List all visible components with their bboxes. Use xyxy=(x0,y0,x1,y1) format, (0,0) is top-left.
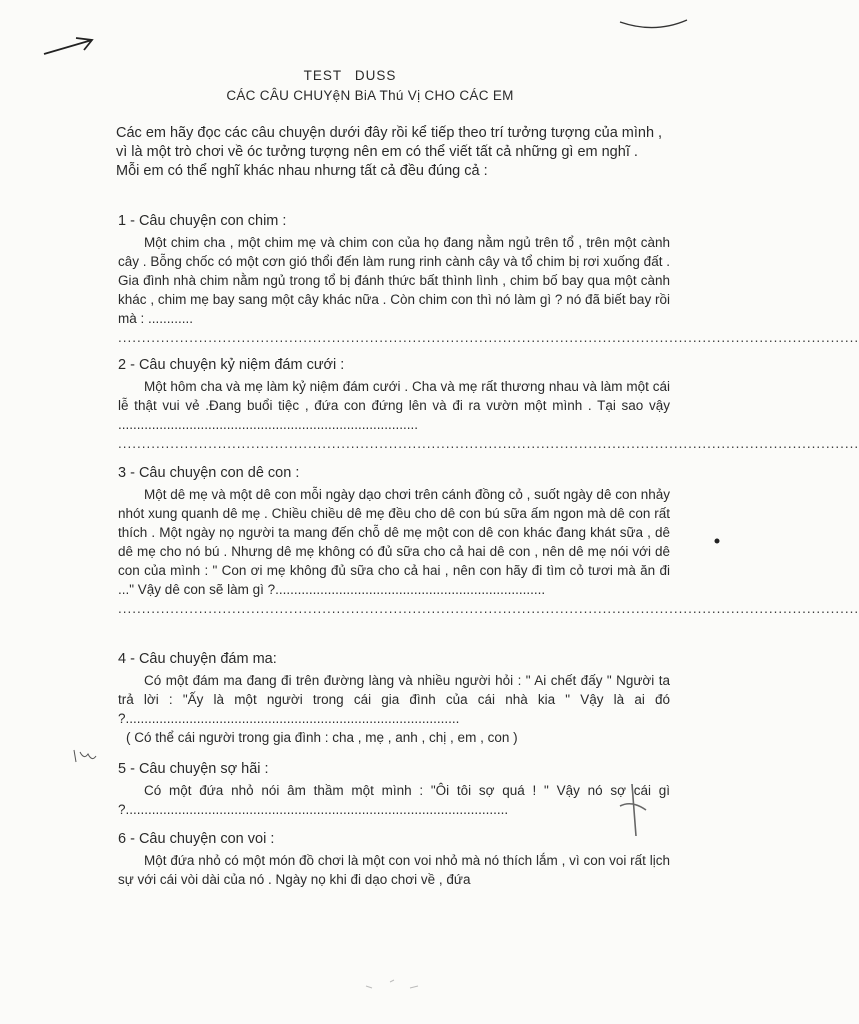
story-elephant xyxy=(118,830,670,889)
story-text: Một đứa nhỏ có một món đồ chơi là một con voi nhỏ mà nó thích lắm , vì con voi rất lịch sự với cái vòi dài của nó . Ngày nọ khi đi dạo chơi về , đứa xyxy=(118,853,670,887)
story-text: Một hôm cha và mẹ làm kỷ niệm đám cưới . Cha và mẹ rất thương nhau và làm một cái lễ thật vui vẻ .Đang buổi tiệc , đứa con đứng lên và đi ra vườn một mình . Tại sao vậy ................................................................................ xyxy=(118,379,670,432)
story-heading: 3 - Câu chuyện con dê con : xyxy=(118,465,300,481)
story-wedding-anniversary xyxy=(118,356,859,453)
story-note: ( Có thể cái người trong gia đình : cha , mẹ , anh , chị , em , con ) xyxy=(126,730,518,745)
title-duss: DUSS xyxy=(354,68,397,83)
story-text: Một chim cha , một chim mẹ và chim con của họ đang nằm ngủ trên tổ , trên một cành cây . Bỗng chốc có một cơn gió thổi đến làm rung rinh cành cây và tổ chim bị rơi xuống đất . Gia đình nhà chim nằm ngủ trong tổ bị đánh thức bất thình lình , chim bố bay qua một cành khác , chim mẹ bay sang một cây khác nữa . Còn chim con thì nó làm gì ? nó đã biết bay rồi mà : ............ xyxy=(118,235,670,326)
intro-paragraph: Các em hãy đọc các câu chuyện dưới đây rồi kể tiếp theo trí tưởng tượng của mình , vì là một trò chơi về óc tưởng tượng nên em có thể viết tất cả những gì em nghĩ . Mỗi em có thể nghĩ khác nhau nhưng tất cả đều đúng cả : xyxy=(116,125,663,179)
story-text: Một dê mẹ và một dê con mỗi ngày dạo chơi trên cánh đồng cỏ , suốt ngày dê con nhảy nhót xung quanh dê mẹ . Chiều chiều dê mẹ đều cho dê con bú sữa ấm ngon mà dê con rất thích . Một ngày nọ người ta mang đến chỗ dê mẹ một con dê con khác đang khát sữa , dê dê mẹ cho nó bú . Nhưng dê mẹ không có đủ sữa cho cả hai dê con , nên dê mẹ nói với dê con của mình : " Con ơi mẹ không đủ sữa cho cả hai , nên con hãy đi tìm cỏ tươi mà ăn đi ..." Vậy dê con sẽ làm gì ?........................................................................ xyxy=(118,487,670,597)
story-text: Có một đám ma đang đi trên đường làng và nhiều người hỏi : " Ai chết đấy " Người ta trả lời : "Ấy là một người trong cái gia đình của cái nhà kia " Vậy là ai đó ?......................................................................................... xyxy=(118,673,670,726)
story-fear xyxy=(118,760,670,819)
title-test: TEST xyxy=(303,68,343,83)
answer-line: ............................................................................................................................................................ xyxy=(118,601,859,616)
pen-stroke-top-right xyxy=(615,8,695,32)
answer-line: ............................................................................................................................................................ xyxy=(118,330,859,345)
document-title xyxy=(0,68,700,83)
document-subtitle: CÁC CÂU CHUYệN BiA Thú Vị CHO CÁC EM xyxy=(226,88,514,103)
story-heading: 4 - Câu chuyện đám ma: xyxy=(118,651,277,667)
story-heading: 1 - Câu chuyện con chim : xyxy=(118,213,287,229)
scan-dot xyxy=(712,536,722,546)
scan-specks-bottom xyxy=(360,968,440,998)
story-heading: 6 - Câu chuyện con voi : xyxy=(118,831,275,847)
story-baby-goat xyxy=(118,464,859,618)
story-text: Có một đứa nhỏ nói âm thầm một mình : "Ôi tôi sợ quá ! " Vậy nó sợ cái gì ?...................................................................................................... xyxy=(118,783,670,817)
pen-arrow-top-left xyxy=(40,32,100,62)
answer-line: ............................................................................................................................................................ xyxy=(118,436,859,451)
pen-scribble-left-margin xyxy=(70,744,110,768)
story-heading: 2 - Câu chuyện kỷ niệm đám cưới : xyxy=(118,357,345,373)
story-funeral xyxy=(118,650,670,747)
story-bird xyxy=(118,212,859,347)
story-heading: 5 - Câu chuyện sợ hãi : xyxy=(118,761,269,777)
